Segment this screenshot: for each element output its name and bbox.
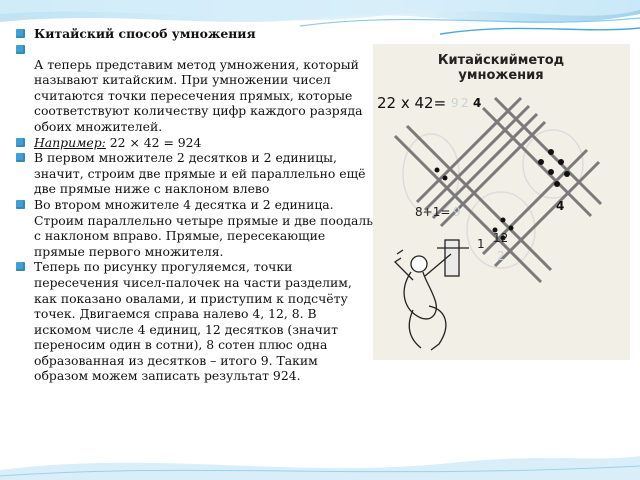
- tens-count-label: 12: [493, 231, 509, 245]
- bullet-icon: [16, 29, 25, 38]
- first-factor-text: В первом множителе 2 десятков и 2 единицы, значит, строим две прямые и ей параллельно ещё две прямые ниже с наклоном влево: [34, 150, 366, 197]
- tens-result-label: 2: [497, 249, 505, 263]
- result-digit-2: 2: [461, 96, 469, 110]
- hundreds-count-label: 8+1=: [415, 205, 451, 219]
- result-digit-9: 9: [451, 96, 459, 110]
- second-factor-text: Во втором множителе 4 десятка и 2 единица. Строим параллельно четыре прямые и две поодаль с наклоном вправо. Прямые, пересекающие прямые первого множителя.: [34, 196, 373, 259]
- slide-text: [14, 26, 374, 384]
- list-item-intro: [14, 42, 374, 135]
- list-item-second-factor: [14, 197, 374, 259]
- units-count-label: 4: [556, 199, 565, 213]
- figure-title-line2: умножения: [458, 68, 544, 83]
- carry-label: 1: [477, 237, 485, 251]
- bullet-icon: [16, 153, 25, 162]
- bullet-icon: [16, 45, 25, 54]
- list-item-example: [14, 135, 374, 151]
- example-text: 22 × 42 = 924: [105, 134, 202, 150]
- bullet-icon: [16, 200, 25, 209]
- bullet-list: [14, 26, 374, 384]
- slide-title: Китайский способ умножения: [34, 26, 256, 41]
- running-figure-icon: [395, 240, 469, 350]
- counting-text: Теперь по рисунку прогуляемся, точки пересечения чисел-палочек на части разделим, как показано овалами, и приступим к подсчёту точек. Двигаемся справа налево 4, 12, 8. В искомом числе 4 единиц, 12 десятков (значит переносим один в сотни), 8 сотен плюс одна образованная из десятков – итого 9. Таким образом можем записать результат 924.: [34, 259, 352, 384]
- bullet-icon: [16, 262, 25, 271]
- illustration: [373, 44, 630, 360]
- list-item-counting: [14, 259, 374, 384]
- multiplication-figure: [373, 44, 630, 360]
- figure-equation: 22 x 42=: [377, 94, 447, 112]
- list-item-title: [14, 26, 374, 42]
- hundreds-result-label: 9: [453, 205, 461, 219]
- bullet-icon: [16, 138, 25, 147]
- intro-text: А теперь представим метод умножения, который называют китайским. При умножении чисел считаются точки пересечения прямых, которые соответствуют количеству цифр каждого разряда обоих множителей.: [34, 56, 363, 134]
- figure-title-line1: Китайскийметод: [437, 53, 565, 68]
- list-item-first-factor: [14, 150, 374, 197]
- example-label: Например:: [34, 134, 106, 150]
- result-digit-4: 4: [473, 96, 482, 110]
